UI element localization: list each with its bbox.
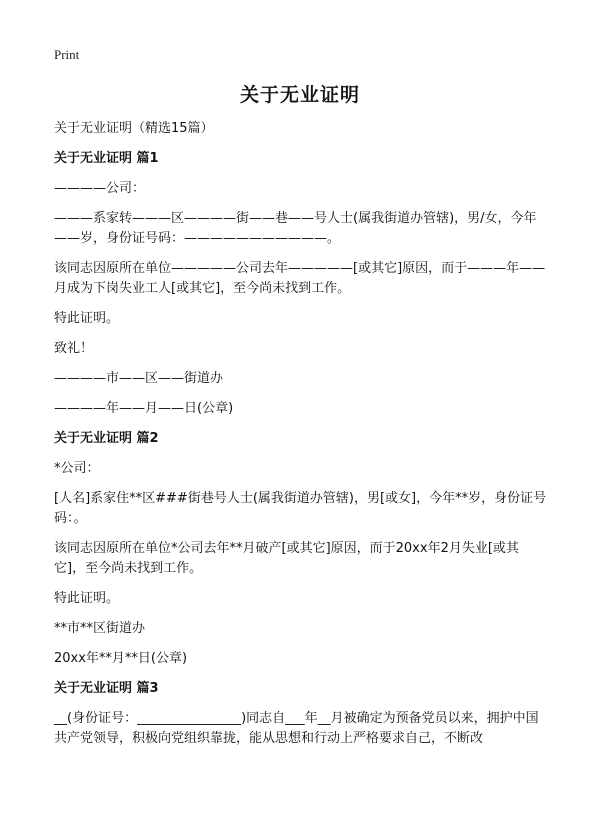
paragraph: ————公司：	[54, 181, 146, 196]
paragraph: 致礼！	[54, 341, 94, 356]
section-heading-3: 关于无业证明 篇3	[54, 681, 159, 696]
section-heading-2: 关于无业证明 篇2	[54, 431, 159, 446]
paragraph: ———系家转———区————街——巷——号人士(属我街道办管辖)，男/女，今年——岁，身份证号码：———————————。	[54, 211, 537, 246]
paragraph: ————年——月——日(公章)	[54, 401, 234, 416]
subtitle: 关于无业证明（精选15篇）	[54, 121, 214, 136]
paragraph: **市**区街道办	[54, 621, 146, 636]
paragraph: ————市——区——街道办	[54, 371, 224, 386]
page-title: 关于无业证明	[239, 84, 360, 106]
paragraph: 该同志因原所在单位*公司去年**月破产[或其它]原因，而于20xx年2月失业[或其它]，至今尚未找到工作。	[54, 541, 519, 576]
paragraph: 该同志因原所在单位—————公司去年—————[或其它]原因，而于———年——月成为下岗失业工人[或其它]，至今尚未找到工作。	[54, 261, 546, 296]
paragraph: [人名]系家住**区###街巷号人士(属我街道办管辖)，男[或女]，今年**岁，身份证号码：。	[54, 491, 547, 526]
print-link[interactable]: Print	[54, 47, 80, 62]
paragraph: 特此证明。	[54, 591, 120, 606]
paragraph: __(身份证号：________________)同志自___年__月被确定为预备党员以来，拥护中国共产党领导，积极向党组织靠拢，能从思想和行动上严格要求自己，不断改	[54, 711, 539, 746]
paragraph: *公司：	[54, 461, 100, 476]
paragraph: 特此证明。	[54, 311, 120, 326]
paragraph: 20xx年**月**日(公章)	[54, 651, 188, 666]
document-body	[54, 119, 548, 759]
section-heading-1: 关于无业证明 篇1	[54, 151, 159, 166]
